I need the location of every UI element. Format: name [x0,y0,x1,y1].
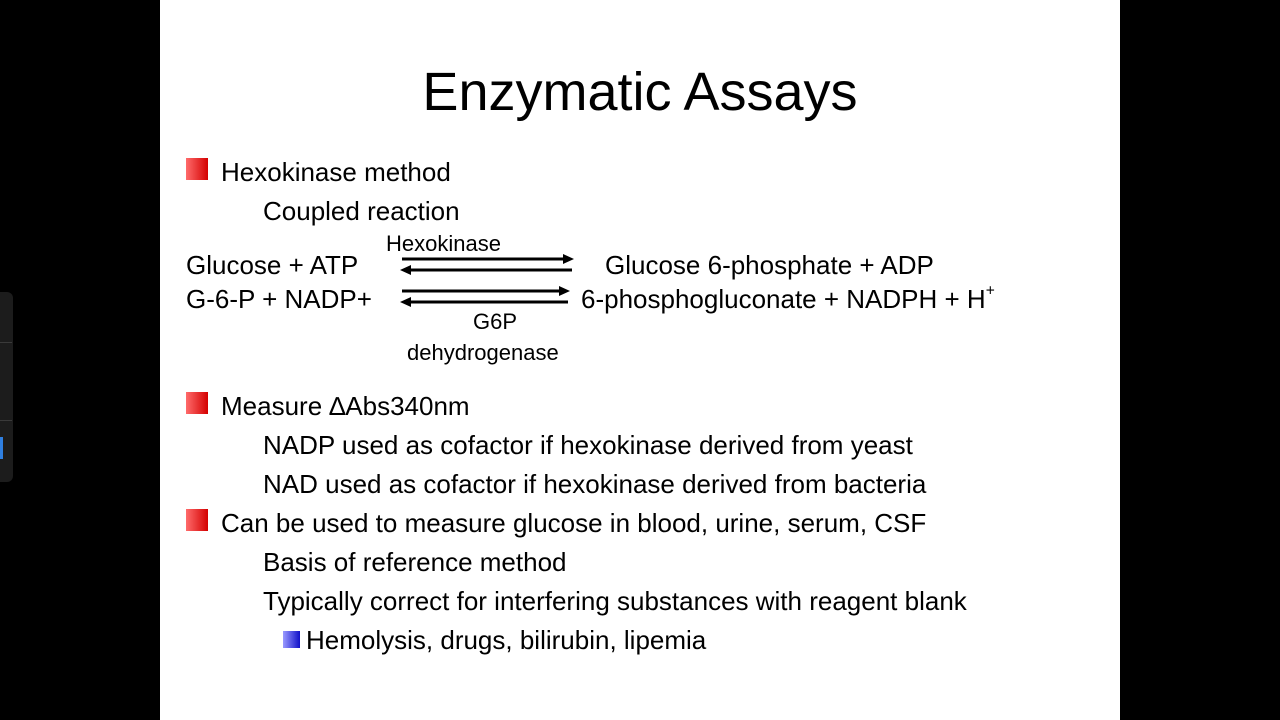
sub-item-nadp-yeast: NADP used as cofactor if hexokinase derived from yeast [263,430,913,460]
reaction1-products: Glucose 6-phosphate + ADP [605,250,934,280]
bullet-hexokinase-method: Hexokinase method [221,157,451,187]
reaction2-enzyme-label-line1: G6P [473,309,518,334]
bullet-measure-glucose: Can be used to measure glucose in blood, urine, serum, CSF [221,508,927,538]
rail-divider [0,342,12,343]
reaction2-reactants: G-6-P + NADP+ [186,284,372,314]
bullet-measure-abs: Measure ∆Abs340nm [221,391,470,421]
bullet-square-icon [186,392,208,414]
subsub-item-interferents: Hemolysis, drugs, bilirubin, lipemia [306,625,707,655]
reaction2-enzyme-label-line2: dehydrogenase [407,340,559,365]
sub-item-nad-bacteria: NAD used as cofactor if hexokinase derived from bacteria [263,469,927,499]
reaction1-equilibrium-arrow-icon [400,254,574,275]
reaction2-products-superscript: + [985,282,995,300]
sub-item-reagent-blank: Typically correct for interfering substances with reagent blank [263,586,967,616]
slide-title: Enzymatic Assays [422,62,858,122]
rail-divider [0,420,12,421]
sub-item-reference-method: Basis of reference method [263,547,567,577]
reaction2-products-text: 6-phosphogluconate + NADPH + H [581,284,986,314]
slide [160,0,1120,720]
sub-item-coupled-reaction: Coupled reaction [263,196,460,226]
reaction1-enzyme-label: Hexokinase [386,231,501,256]
reaction2-equilibrium-arrow-icon [400,286,570,307]
reaction1-reactants: Glucose + ATP [186,250,359,280]
active-slide-marker [0,437,3,459]
bullet-square-icon [186,509,208,531]
sub-bullet-square-icon [283,631,300,648]
